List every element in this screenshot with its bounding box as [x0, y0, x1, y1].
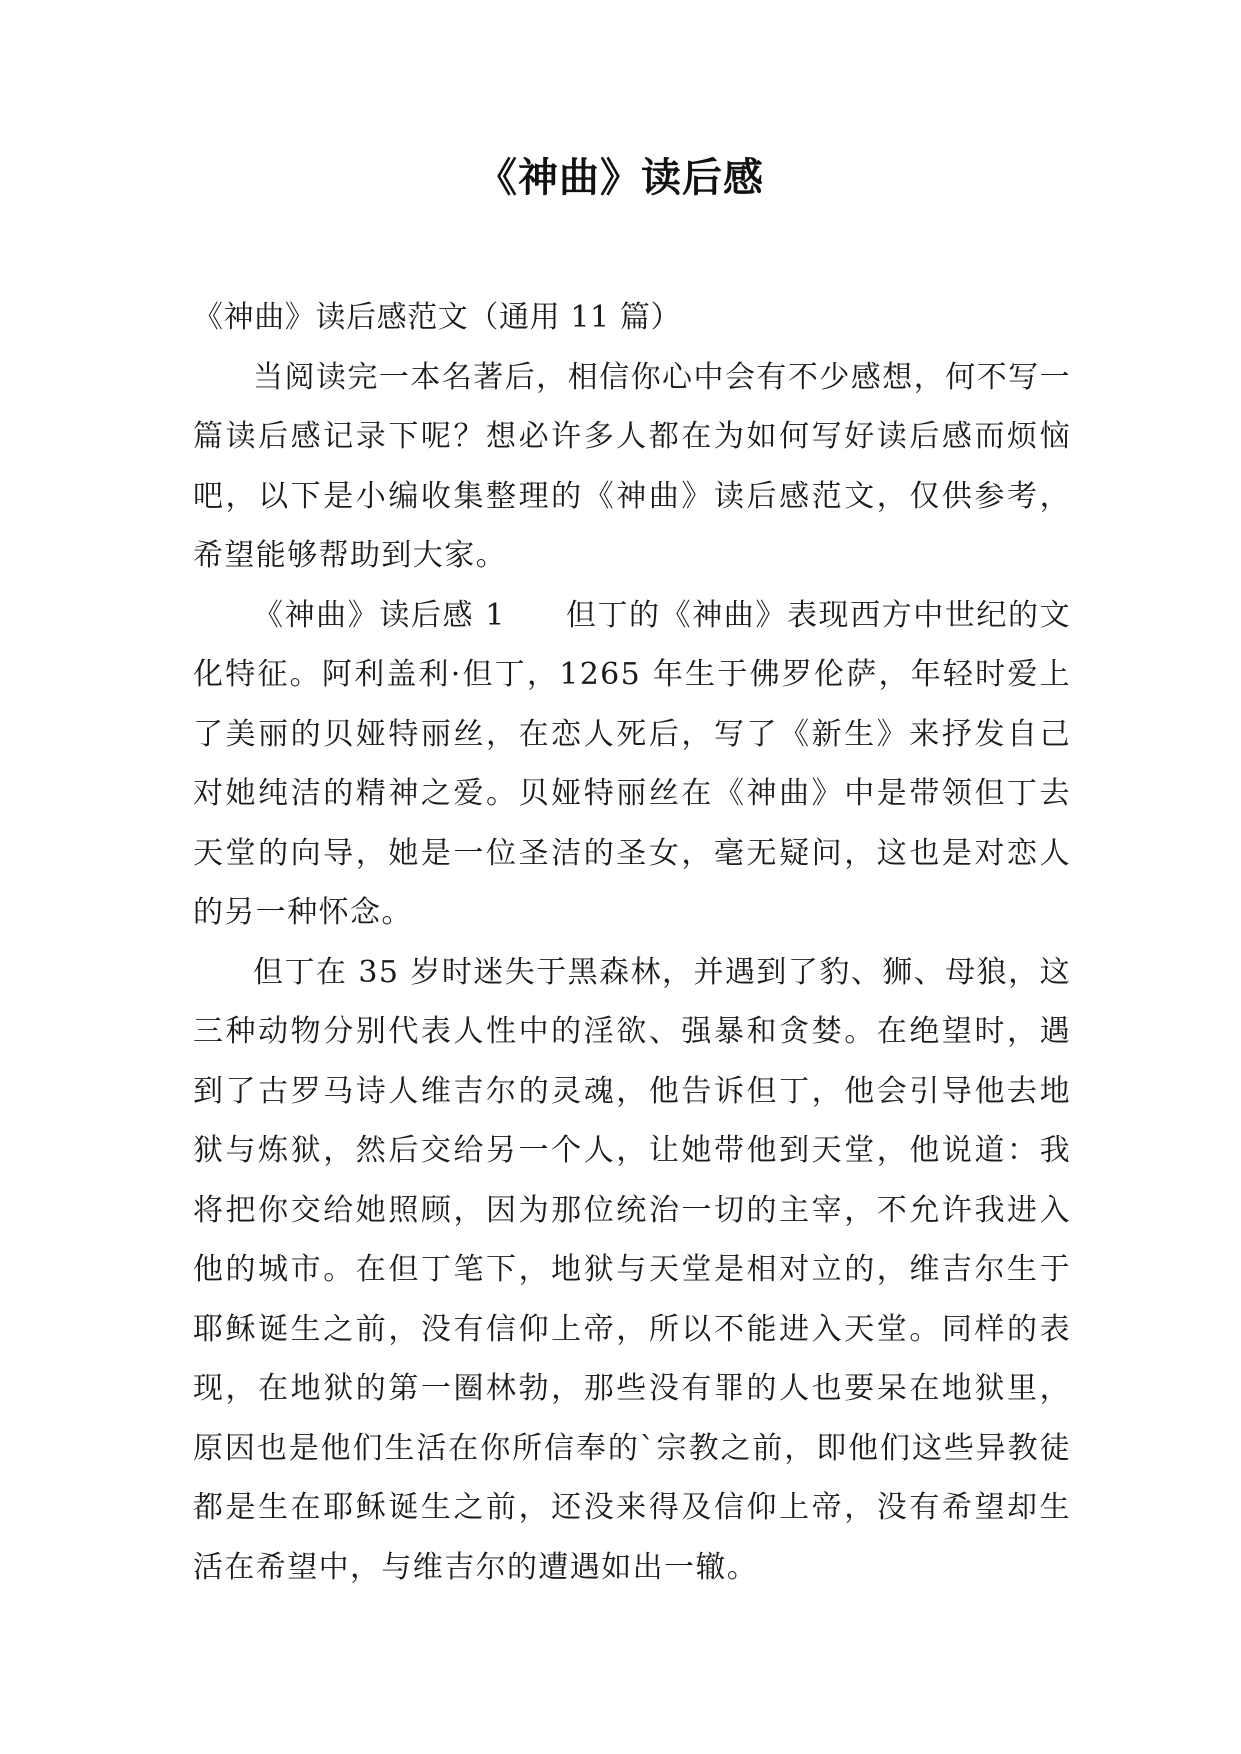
- document-title: 《神曲》读后感: [477, 155, 764, 201]
- section-1-paragraph: [193, 586, 1071, 943]
- document-subtitle: 《神曲》读后感范文（通用 11 篇）: [193, 300, 682, 335]
- section-1-heading: 《神曲》读后感 1: [253, 597, 506, 633]
- intro-paragraph: 当阅读完一本名著后，相信你心中会有不少感想，何不写一篇读后感记录下呢？想必许多人都在为如何写好读后感而烦恼吧，以下是小编收集整理的《神曲》读后感范文，仅供参考，希望能够帮助到大家。: [193, 359, 1071, 573]
- document-body: [193, 288, 1071, 1597]
- section-1-paragraph-text: 但丁的《神曲》表现西方中世纪的文化特征。阿利盖利·但丁，1265 年生于佛罗伦萨，年轻时爱上了美丽的贝娅特丽丝，在恋人死后，写了《新生》来抒发自己对她纯洁的精神之爱。贝娅特丽丝在《神曲》中是带领但丁去天堂的向导，她是一位圣洁的圣女，毫无疑问，这也是对恋人的另一种怀念。: [193, 597, 1071, 930]
- section-1-paragraph-2: 但丁在 35 岁时迷失于黑森林，并遇到了豹、狮、母狼，这三种动物分别代表人性中的淫欲、强暴和贪婪。在绝望时，遇到了古罗马诗人维吉尔的灵魂，他告诉但丁，他会引导他去地狱与炼狱，然后交给另一个人，让她带他到天堂，他说道：我将把你交给她照顾，因为那位统治一切的主宰，不允许我进入他的城市。在但丁笔下，地狱与天堂是相对立的，维吉尔生于耶稣诞生之前，没有信仰上帝，所以不能进入天堂。同样的表现，在地狱的第一圈林勃，那些没有罪的人也要呆在地狱里，原因也是他们生活在你所信奉的`宗教之前，即他们这些异教徒都是生在耶稣诞生之前，还没来得及信仰上帝，没有希望却生活在希望中，与维吉尔的遭遇如出一辙。: [193, 954, 1071, 1585]
